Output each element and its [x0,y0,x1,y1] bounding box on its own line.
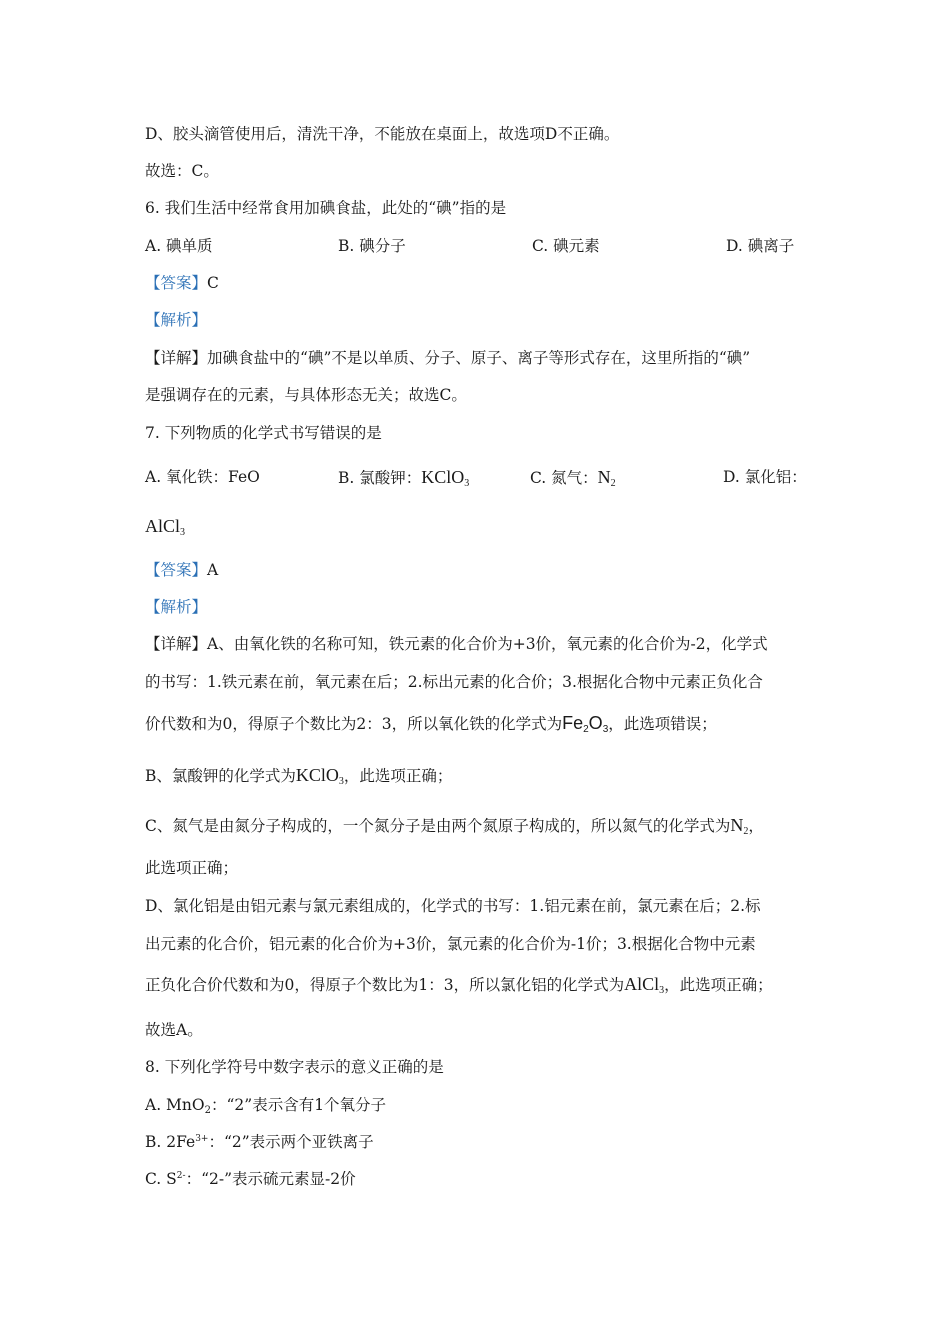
q7-option-a: A. 氧化铁：FeO [145,468,260,486]
q7-detail-d-line-1: D、氯化铝是由铝元素与氯元素组成的，化学式的书写：1.铝元素在前，氯元素在后；2.标 [145,897,761,915]
q7-detail-c: C、氮气是由氮分子构成的，一个氮分子是由两个氮原子构成的，所以氮气的化学式为$N_2$， [145,815,764,837]
q7-detail-line-1 [145,634,768,654]
q8-option-b: B. $2Fe^{3+}$：“2”表示两个亚铁离子 [145,1133,374,1151]
q6-detail-line-1 [145,348,750,368]
q6-option-a: A. 碘单质 [145,237,213,255]
q7-detail-b: B、氯酸钾的化学式为KClO$_3$，此选项正确； [145,765,453,787]
q7-detail-d-line-2: 出元素的化合价，铝元素的化合价为+3价，氯元素的化合价为-1价；3.根据化合物中元素 [145,935,756,953]
detail-tag: 【详解】 [145,635,208,653]
q6-option-c: C. 碘元素 [532,237,600,255]
q7-conclusion: 故选A。 [145,1021,203,1039]
q8-stem: 8. 下列化学符号中数字表示的意义正确的是 [145,1058,444,1076]
detail-tag: 【详解】 [145,349,208,367]
formula-n2: $N_2$ [597,467,616,489]
formula-alcl3-option: AlCl$_3$ [145,516,186,538]
q6-option-d: D. 碘离子 [726,237,795,255]
q7-detail-line-2: 的书写：1.铁元素在前，氧元素在后；2.标出元素的化合价；3.根据化合物中元素正负化合 [145,673,763,691]
q8-option-a: A. MnO$_2$：“2”表示含有1个氧分子 [145,1096,387,1116]
q7-option-b-label: B. 氯酸钾： [338,469,422,487]
analysis-tag: 【解析】 [145,311,208,329]
answer-tag: 【答案】 [145,274,208,292]
q7-detail-line-3: 价代数和为0，得原子个数比为2：3，所以氧化铁的化学式为$Fe_2O_3$，此选项错误； [145,713,717,735]
q7-detail-d-line-3: 正负化合价代数和为0，得原子个数比为1：3，所以氯化铝的化学式为AlCl$_3$，此选项正确； [145,974,773,996]
formula-fe2o3: $Fe_2O_3$ [562,713,609,735]
q7-answer [145,560,218,580]
q7-detail-text-1: A、由氧化铁的名称可知，铁元素的化合价为+3价，氧元素的化合价为-2，化学式 [207,635,768,653]
q7-detail-c-line-2: 此选项正确； [145,859,239,877]
formula-kclo3-explanation: KClO$_3$ [295,765,344,787]
q6-stem: 6. 我们生活中经常食用加碘食盐，此处的“碘”指的是 [145,199,507,217]
q6-analysis-tag [145,310,207,330]
q6-answer-value: C [207,274,219,292]
q7-answer-value: A [207,561,219,579]
formula-n2-explanation: $N_2$ [730,815,749,837]
q6-answer [145,273,219,293]
q8-option-c: C. $S^{2-}$：“2-”表示硫元素显-2价 [145,1170,356,1188]
q7-option-d: D. 氯化铝： [723,468,807,486]
q7-stem: 7. 下列物质的化学式书写错误的是 [145,424,382,442]
q7-option-c-label: C. 氮气： [530,469,598,487]
q6-detail-line-2: 是强调存在的元素，与具体形态无关；故选C。 [145,386,467,404]
q6-option-b: B. 碘分子 [338,237,406,255]
q7-option-c [530,467,616,488]
answer-tag: 【答案】 [145,561,208,579]
prev-option-d-explanation: D、胶头滴管使用后，清洗干净，不能放在桌面上，故选项D不正确。 [145,125,620,143]
q6-detail-text-1: 加碘食盐中的“碘”不是以单质、分子、原子、离子等形式存在，这里所指的“碘” [207,349,751,367]
formula-alcl3-explanation: AlCl$_3$ [624,974,665,996]
q7-option-b [338,467,469,488]
analysis-tag: 【解析】 [145,598,208,616]
q7-analysis-tag [145,597,207,617]
prev-conclusion: 故选：C。 [145,162,219,180]
formula-kclo3: KClO$_3$ [421,467,470,489]
